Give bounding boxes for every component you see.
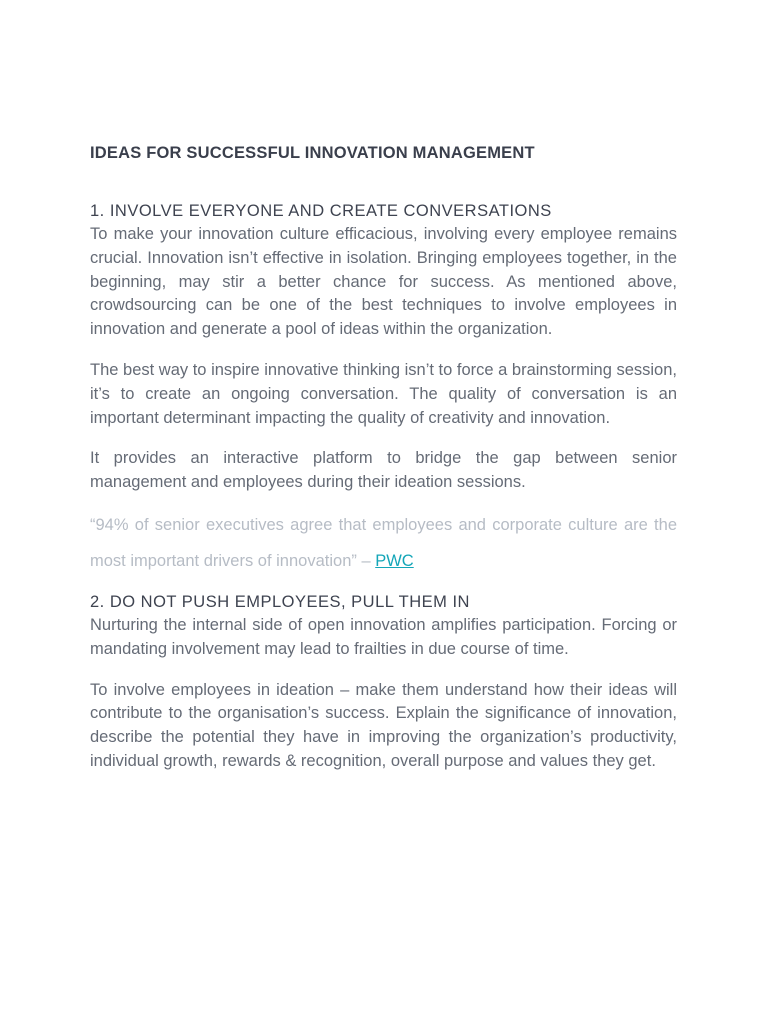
paragraph: To make your innovation culture efficacious, involving every employee remains crucial. Innovation isn’t effective in isolation. Bringing employees together, in the beginning, may stir a better chance for success. As mentioned above, crowdsourcing can be one of the best techniques to involve employees in innovation and generate a pool of ideas within the organization. <box>90 225 677 339</box>
section-pull-employees-in <box>90 590 677 774</box>
quote-text: “94% of senior executives agree that employees and corporate culture are the most important drivers of innovation” – <box>90 515 677 570</box>
paragraph: Nurturing the internal side of open innovation amplifies participation. Forcing or mandating involvement may lead to frailties in due course of time. <box>90 615 677 658</box>
pwc-source-link[interactable]: PWC <box>375 551 414 570</box>
paragraph: It provides an interactive platform to bridge the gap between senior management and employees during their ideation sessions. <box>90 449 677 492</box>
paragraph: To involve employees in ideation – make them understand how their ideas will contribute to the organisation’s success. Explain the significance of innovation, describe the potential they have in improving the organization’s productivity, individual growth, rewards & recognition, overall purpose and values they get. <box>90 680 677 770</box>
section-heading: 2. DO NOT PUSH EMPLOYEES, PULL THEM IN <box>90 592 470 611</box>
section-involve-everyone <box>90 199 677 579</box>
document-title: IDEAS FOR SUCCESSFUL INNOVATION MANAGEMENT <box>90 144 535 162</box>
document-page <box>90 140 677 774</box>
section-heading: 1. INVOLVE EVERYONE AND CREATE CONVERSATIONS <box>90 202 552 220</box>
paragraph: The best way to inspire innovative thinking isn’t to force a brainstorming session, it’s to create an ongoing conversation. The quality of conversation is an important determinant impacting the quality of creativity and innovation. <box>90 360 677 427</box>
pull-quote <box>90 507 677 579</box>
